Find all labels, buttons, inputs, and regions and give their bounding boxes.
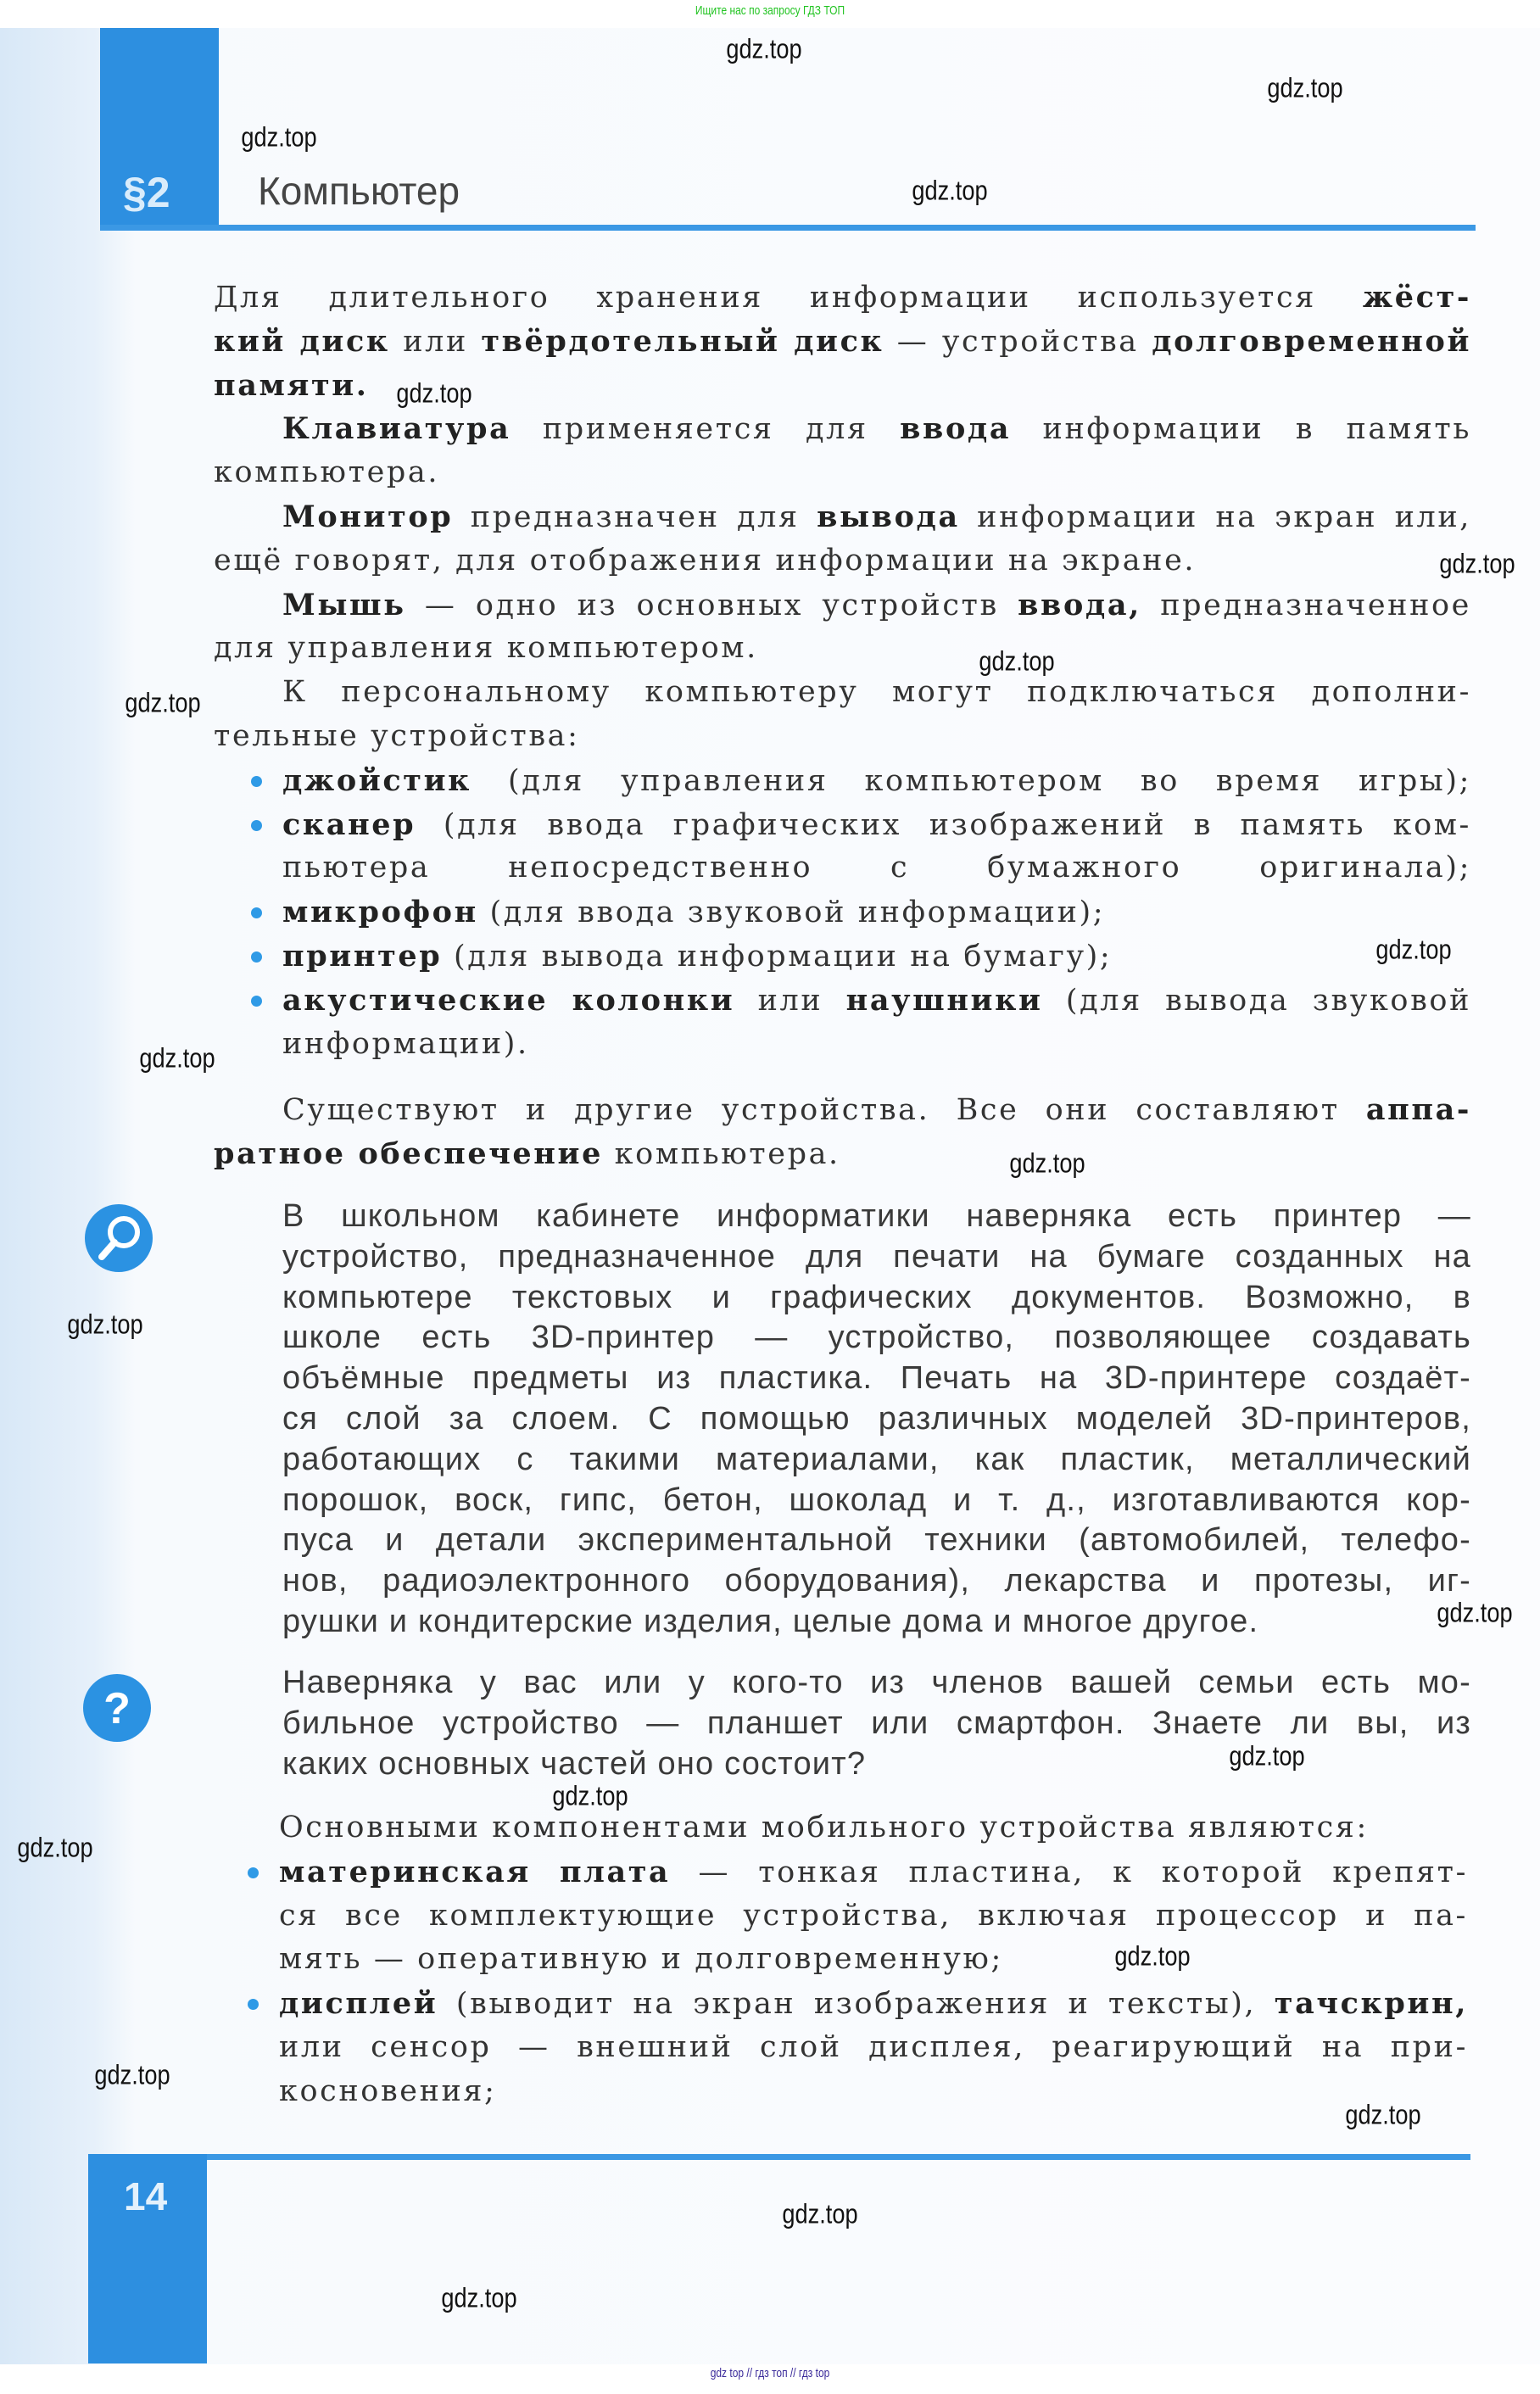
text-line xyxy=(214,1088,1471,1132)
bullet-dot-icon xyxy=(248,1999,259,2010)
text-block-3d-printer xyxy=(214,1197,1471,1643)
text-run: работающих с такими материалами, как пластик, металлический xyxy=(282,1441,1471,1477)
text-line xyxy=(214,1318,1471,1359)
text-run: бильное устройство — планшет или смартфон. Знаете ли вы, из xyxy=(282,1705,1471,1741)
text-line xyxy=(214,1237,1471,1278)
text-run: К персональному компьютеру могут подключаться дополни- xyxy=(282,675,1471,710)
bullet-item-line xyxy=(210,1982,1468,2026)
bold-term: сканер xyxy=(282,806,416,842)
bottom-banner[interactable]: gdz top // гдз топ // гдз top xyxy=(710,2366,830,2380)
text-run: Существуют и другие устройства. Все они составляют xyxy=(282,1093,1366,1127)
text-run: компьютера. xyxy=(602,1136,840,1171)
text-run: применяется для xyxy=(511,412,901,447)
header-divider xyxy=(100,225,1476,231)
text-line xyxy=(214,495,1471,539)
text-run: ся все комплектующие устройства, включая процессор и па- xyxy=(279,1898,1468,1933)
text-run: ся слой за слоем. С помощью различных моделей 3D-принтеров, xyxy=(282,1400,1471,1437)
text-run: В школьном кабинете информатики наверняка есть принтер — xyxy=(282,1198,1471,1234)
watermark: gdz.top xyxy=(912,175,988,206)
top-banner[interactable]: Ищите нас по запросу ГДЗ ТОП xyxy=(695,3,845,18)
watermark: gdz.top xyxy=(1345,2099,1421,2130)
bullet-dot-icon xyxy=(251,996,262,1007)
text-line xyxy=(214,715,1471,759)
text-run: (для ввода звуковой информации); xyxy=(477,896,1106,930)
watermark: gdz.top xyxy=(17,1832,93,1863)
text-run: предназначен для xyxy=(453,499,817,534)
bold-term: аппа- xyxy=(1365,1092,1471,1127)
text-line xyxy=(214,276,1471,320)
bold-term: ввода, xyxy=(1018,587,1141,622)
bullet-dot-icon xyxy=(251,820,262,831)
text-line xyxy=(214,1704,1471,1744)
bold-term: ратное обеспечение xyxy=(214,1136,603,1171)
watermark: gdz.top xyxy=(396,377,472,409)
text-run: информации). xyxy=(282,1026,529,1061)
bullet-dot-icon xyxy=(248,1867,259,1878)
watermark: gdz.top xyxy=(241,121,317,153)
bold-term: кий диск xyxy=(214,323,390,359)
text-run: информации в память xyxy=(1011,412,1472,447)
text-run: Наверняка у вас или у кого-то из членов вашей семьи есть мо- xyxy=(282,1665,1471,1700)
text-run: косновения; xyxy=(279,2073,497,2108)
bold-term: долговременной xyxy=(1152,323,1471,359)
watermark: gdz.top xyxy=(1267,72,1343,103)
bullet-dot-icon xyxy=(251,951,262,963)
text-run: (для управления компьютером во время игры); xyxy=(471,763,1471,798)
bullet-item-line xyxy=(214,935,1471,979)
watermark: gdz.top xyxy=(139,1042,215,1074)
text-block-mobile xyxy=(210,1806,1468,2114)
svg-text:?: ? xyxy=(103,1684,131,1733)
text-line xyxy=(214,1521,1471,1561)
text-line xyxy=(214,539,1471,583)
watermark: gdz.top xyxy=(125,687,201,718)
text-run: (выводит на экран изображения и тексты), xyxy=(438,1987,1275,2022)
bold-term: наушники xyxy=(845,982,1043,1018)
section-number: §2 xyxy=(123,169,170,216)
bullet-item-line xyxy=(214,803,1471,847)
text-run: — тонкая пластина, к которой крепят- xyxy=(670,1855,1468,1889)
watermark: gdz.top xyxy=(1375,934,1452,965)
text-line xyxy=(210,1806,1468,1850)
text-run: — одно из основных устройств xyxy=(405,588,1018,622)
text-line xyxy=(214,407,1471,451)
text-run: информации на экран или, xyxy=(959,499,1471,534)
text-run: (для вывода звуковой xyxy=(1042,983,1471,1018)
text-run: мять — оперативную и долговременную; xyxy=(279,1942,1003,1977)
text-line xyxy=(214,1023,1471,1067)
text-run: пуса и детали экспериментальной техники (автомобилей, телефо- xyxy=(282,1522,1471,1559)
text-line xyxy=(214,320,1471,364)
text-line xyxy=(214,451,1471,495)
bold-term: Клавиатура xyxy=(282,411,511,447)
bullet-item-line xyxy=(214,759,1471,803)
text-line xyxy=(210,2070,1468,2114)
bold-term: джойстик xyxy=(282,762,472,798)
page-number: 14 xyxy=(124,2174,168,2218)
text-run: Основными компонентами мобильного устройства являются: xyxy=(279,1811,1369,1844)
text-run: (для вывода информации на бумагу); xyxy=(442,939,1113,974)
bold-term: вывода xyxy=(817,499,960,534)
watermark: gdz.top xyxy=(1009,1147,1085,1179)
text-line xyxy=(214,671,1471,715)
text-run: порошок, воск, гипс, бетон, шоколад и т. д., изготавливаются кор- xyxy=(282,1482,1471,1518)
text-line xyxy=(214,1481,1471,1521)
text-line xyxy=(210,1895,1468,1939)
bold-term: материнская плата xyxy=(279,1854,671,1889)
bold-term: тачскрин, xyxy=(1274,1986,1468,2022)
bold-term: ввода xyxy=(900,411,1012,447)
bullet-item-line xyxy=(210,1850,1468,1895)
text-line xyxy=(214,1663,1471,1704)
bold-term: принтер xyxy=(282,938,443,974)
bold-term: твёрдотельный диск xyxy=(481,323,884,359)
watermark: gdz.top xyxy=(726,33,802,64)
text-block-hardware xyxy=(214,1088,1471,1176)
text-line xyxy=(214,846,1471,890)
bold-term: жёст- xyxy=(1362,280,1471,315)
bold-term: Монитор xyxy=(282,499,454,534)
watermark: gdz.top xyxy=(552,1780,628,1811)
text-run: тельные устройства: xyxy=(214,718,580,753)
text-run: каких основных частей оно состоит? xyxy=(282,1745,867,1782)
text-run: (для ввода графических изображений в память ком- xyxy=(416,807,1471,842)
text-run: школе есть 3D-принтер — устройство, позволяющее создавать xyxy=(282,1320,1471,1356)
text-run: рушки и кондитерские изделия, целые дома и многое другое. xyxy=(282,1603,1259,1639)
text-line xyxy=(214,1197,1471,1237)
bold-term: акустические колонки xyxy=(282,982,735,1018)
text-line xyxy=(214,583,1471,628)
text-run: пьютера непосредственно с бумажного оригинала); xyxy=(282,851,1471,885)
text-run: — устройства xyxy=(884,324,1152,359)
text-run: ещё говорят, для отображения информации на экране. xyxy=(214,543,1197,578)
text-line xyxy=(214,627,1471,671)
watermark: gdz.top xyxy=(67,1309,143,1340)
text-line xyxy=(214,1440,1471,1481)
bold-term: дисплей xyxy=(279,1986,438,2022)
watermark: gdz.top xyxy=(1114,1940,1191,1972)
watermark: gdz.top xyxy=(1229,1740,1305,1772)
watermark: gdz.top xyxy=(441,2282,517,2313)
text-run: Для длительного хранения информации используется xyxy=(214,281,1363,315)
text-line xyxy=(210,1938,1468,1982)
watermark: gdz.top xyxy=(979,645,1055,677)
text-line xyxy=(214,1278,1471,1319)
bullet-item-line xyxy=(214,890,1471,935)
watermark: gdz.top xyxy=(94,2059,170,2090)
watermark: gdz.top xyxy=(1439,548,1515,579)
question-icon xyxy=(83,1674,151,1742)
text-run: устройство, предназначенное для печати на бумаге созданных на xyxy=(282,1238,1471,1275)
text-run: или xyxy=(389,324,482,359)
text-run: компьютере текстовых и графических документов. Возможно, в xyxy=(282,1279,1471,1315)
bullet-item-line xyxy=(214,979,1471,1023)
bullet-dot-icon xyxy=(251,776,262,787)
magnifier-icon xyxy=(85,1204,153,1272)
watermark: gdz.top xyxy=(1437,1597,1513,1628)
text-line xyxy=(214,1602,1471,1643)
page-title: Компьютер xyxy=(258,169,460,213)
text-run: компьютера. xyxy=(214,455,440,490)
bullet-dot-icon xyxy=(251,907,262,918)
text-run: предназначенное xyxy=(1141,588,1471,622)
text-run: или xyxy=(734,983,846,1018)
footer-divider xyxy=(88,2154,1470,2160)
text-line xyxy=(214,1132,1471,1176)
text-run: нов, радиоэлектронного оборудования), лекарства и протезы, иг- xyxy=(282,1563,1471,1599)
text-line xyxy=(214,1399,1471,1440)
bold-term: микрофон xyxy=(282,895,478,930)
bold-term: памяти. xyxy=(214,367,369,403)
text-line xyxy=(214,1359,1471,1399)
text-run: объёмные предметы из пластика. Печать на 3D-принтере создаёт- xyxy=(282,1360,1471,1397)
text-run: для управления компьютером. xyxy=(214,631,758,666)
text-line xyxy=(210,2026,1468,2070)
text-line xyxy=(214,1561,1471,1602)
text-run: или сенсор — внешний слой дисплея, реагирующий на при- xyxy=(279,2029,1468,2064)
watermark: gdz.top xyxy=(782,2198,858,2229)
bold-term: Мышь xyxy=(282,587,406,622)
